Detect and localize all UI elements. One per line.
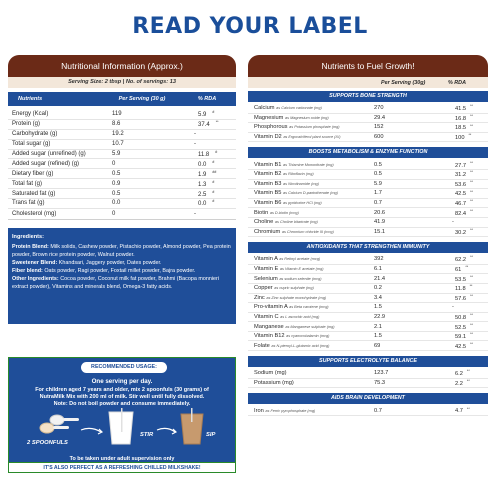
table-row xyxy=(8,169,236,179)
nutrient-value: 20.6 xyxy=(374,209,386,216)
rda-cell: 62.2 ** xyxy=(455,255,473,264)
nutrient-value: 123.7 xyxy=(374,370,389,377)
rda-cell: 53.6 ** xyxy=(455,179,473,188)
nutrient-value: 0 xyxy=(112,210,116,217)
nutrient-name: Vitamin B2 xyxy=(254,171,282,178)
nutrient-value: 119 xyxy=(112,111,122,118)
table-row xyxy=(8,199,236,209)
table-row xyxy=(248,170,488,180)
nutrient-name-cell xyxy=(248,295,370,301)
nutrient-value: 19.2 xyxy=(112,131,124,138)
nutrient-name: Vitamin B5 xyxy=(254,190,282,197)
nutrient-value: 0.5 xyxy=(112,190,121,197)
nutrient-name-cell xyxy=(248,256,370,262)
nutrient-name: Vitamin E xyxy=(254,266,279,273)
nutrient-value: 5.9 xyxy=(374,180,382,187)
nutrient-name-cell xyxy=(248,324,370,330)
nutrient-value: 0.7 xyxy=(374,200,382,207)
rda-cell: 42.5 ** xyxy=(455,189,473,198)
ingredient-text: Milk solids, Cashew powder, Pistachio powder, Almond powder, Pea protein powder, Brown rice protein powder, Walnut powder. xyxy=(12,243,231,258)
nutrient-value: 21.4 xyxy=(374,275,386,282)
nutrient-name-cell xyxy=(248,124,370,130)
nutrient-name-cell xyxy=(248,219,370,225)
nutrient-name: Choline xyxy=(254,219,274,226)
usage-line: NutraMilk Mix with 200 ml of milk. Stir well until fully dissolved. xyxy=(39,394,205,400)
rda-cell: 1.9 ## xyxy=(198,169,217,178)
rda-cell: 41.5 ** xyxy=(455,104,473,113)
step-sip: SIP xyxy=(206,432,216,438)
table-row xyxy=(248,208,488,218)
rda-cell: 100 ** xyxy=(455,133,472,142)
nutrient-name: Pro-vitamin A xyxy=(254,304,288,311)
nutrient-source: as N-pteroyl-L-glutamic acid (mcg) xyxy=(271,343,330,348)
rda-cell: - xyxy=(194,141,196,148)
nutrient-value: 8.6 xyxy=(112,121,121,128)
nutrient-name: Folate xyxy=(254,342,270,349)
chocolate-milk-glass-icon xyxy=(181,408,203,444)
nutrient-name-cell xyxy=(248,314,370,320)
nutrient-value: 392 xyxy=(374,256,384,263)
rda-cell: 4.7 ** xyxy=(455,406,470,415)
ingredient-line xyxy=(12,259,232,267)
nutrient-name: Selenium xyxy=(254,275,278,282)
nutrient-value: 0.5 xyxy=(112,170,121,177)
nutrient-source: as L ascorbic acid (mg) xyxy=(280,314,320,319)
rda-cell: 50.8 ** xyxy=(455,313,473,321)
usage-tag: RECOMMENDED USAGE: xyxy=(81,362,167,373)
nutrition-table-header xyxy=(8,92,236,106)
nutrient-name: Sodium (mg) xyxy=(254,370,287,377)
ingredient-text: Cocoa powder, Coconut milk fat powder, Brahmi (Bacopa monnieri extract powder), Vitamins and minerals blend, Omega-3 fatty acids. xyxy=(12,276,220,291)
table-row xyxy=(248,294,488,304)
table-row xyxy=(248,274,488,284)
usage-line: Note: Do not boil powder and consume immediately. xyxy=(53,401,191,407)
nutrient-source: as Beta carotene (mcg) xyxy=(289,305,329,310)
rda-cell: 53.5 ** xyxy=(455,274,473,283)
table-row xyxy=(8,209,236,219)
nutrient-name: Total fat (g) xyxy=(12,180,43,187)
usage-line: One serving per day. xyxy=(91,378,153,385)
ingredient-text: Khandsari, Jaggery powder, Dates powder. xyxy=(57,260,162,267)
ingredient-label: Other Ingredients: xyxy=(12,276,59,283)
nutrient-source: as cyanocobalamin (mcg) xyxy=(286,334,330,339)
section-header: AIDS BRAIN DEVELOPMENT xyxy=(248,393,488,404)
nutrient-name: Added sugar (refined) (g) xyxy=(12,160,80,167)
table-row xyxy=(8,120,236,130)
nutrient-source: as cupric sulphate (mg) xyxy=(274,286,314,291)
table-row xyxy=(248,313,488,323)
table-row xyxy=(248,114,488,124)
nutrient-source: as Thiamine Mononitrate (mg) xyxy=(283,162,334,167)
nutrient-name: Vitamin B6 xyxy=(254,200,282,207)
nutrient-value: 5.9 xyxy=(112,151,121,157)
fuel-growth-panel xyxy=(248,55,488,418)
nutrient-name-cell xyxy=(248,171,370,177)
nutrient-name: Vitamin B3 xyxy=(254,180,282,187)
nutrient-name: Added sugar (unrefined) (g) xyxy=(12,151,86,157)
table-row xyxy=(248,303,488,313)
table-row xyxy=(248,218,488,228)
rda-cell: 30.2 ** xyxy=(455,227,473,236)
serving-info: Serving Size: 2 tbsp | No. of servings: 13 xyxy=(8,77,236,88)
ingredients-text xyxy=(12,243,232,292)
rda-cell: 37.4 ** xyxy=(198,120,219,129)
nutrient-value: 22.9 xyxy=(374,313,386,320)
table-row xyxy=(248,255,488,265)
table-row xyxy=(248,379,488,389)
nutrient-name: Trans fat (g) xyxy=(12,200,45,207)
table-row xyxy=(8,179,236,189)
nutrient-name: Protein (g) xyxy=(12,121,41,128)
usage-line: For children aged 7 years and older, mix 2 spoonfuls (30 grams) of xyxy=(35,387,209,393)
nutrient-source: as Zinc sulphate monohydrate (mg) xyxy=(266,295,327,300)
fuel-growth-column-header xyxy=(248,77,488,88)
nutrient-name: Vitamin B1 xyxy=(254,161,282,168)
milk-glass-icon xyxy=(109,408,133,444)
nutrient-source: as Calcium D-pantothenate (mg) xyxy=(283,191,338,196)
usage-box xyxy=(8,357,236,472)
rda-cell: 11.8 # xyxy=(198,150,218,158)
rda-cell: 1.3 # xyxy=(198,179,215,188)
rda-cell: - xyxy=(194,210,196,217)
rda-cell: 5.9 # xyxy=(198,110,215,119)
nutrient-name: Saturated fat (g) xyxy=(12,190,56,197)
nutrient-value: 6.1 xyxy=(374,266,382,273)
ingredient-label: Sweetener Blend: xyxy=(12,260,58,267)
nutrient-value: 29.4 xyxy=(374,114,386,121)
rda-cell: 16.8 ** xyxy=(455,113,473,122)
column-header: % RDA xyxy=(197,96,217,102)
nutrient-name: Vitamin A xyxy=(254,256,278,263)
nutrient-value: 600 xyxy=(374,134,384,141)
nutrient-source: as Potassium phosphate (mg) xyxy=(289,125,340,130)
milkshake-banner: IT'S ALSO PERFECT AS A REFRESHING CHILLED MILKSHAKE! xyxy=(8,462,236,473)
nutrient-source: as Calcium carbonate (mg) xyxy=(276,106,322,111)
nutrient-name: Zinc xyxy=(254,294,265,301)
section-table xyxy=(248,404,488,418)
rda-cell: 42.5 ** xyxy=(455,341,473,350)
nutrient-name-cell xyxy=(248,190,370,196)
nutrition-panel xyxy=(8,55,236,324)
table-row xyxy=(8,150,236,160)
nutrient-source: as pyridoxine HCl (mg) xyxy=(283,201,322,206)
nutrient-name: Manganese xyxy=(254,323,284,330)
rda-cell: 6.2 ** xyxy=(455,369,470,378)
nutrient-name-cell xyxy=(248,304,370,310)
section-table xyxy=(248,102,488,144)
nutrient-source: as Chromium chloride III (mcg) xyxy=(281,229,334,234)
nutrient-value: 41.9 xyxy=(374,219,386,226)
ingredient-label: Protein Blend: xyxy=(12,243,49,250)
nutrient-source: as Manganese sulphate (mg) xyxy=(285,324,335,329)
nutrient-value: 0.7 xyxy=(374,407,382,414)
nutrient-name-cell xyxy=(248,285,370,291)
table-row xyxy=(248,104,488,114)
nutrition-header: Nutritional Information (Approx.) xyxy=(8,55,236,77)
rda-cell: 82.4 ** xyxy=(455,208,473,217)
step-stir: STIR xyxy=(140,432,154,438)
fuel-growth-header: Nutrients to Fuel Growth! xyxy=(248,55,488,77)
nutrient-name: Carbohydrate (g) xyxy=(12,131,58,138)
section-table xyxy=(248,367,488,390)
section-header: SUPPORTS BONE STRENGTH xyxy=(248,91,488,102)
table-row xyxy=(8,159,236,169)
nutrient-name-cell xyxy=(248,134,370,140)
nutrient-value: 1.5 xyxy=(374,304,382,311)
nutrient-value: 0.5 xyxy=(374,161,382,168)
rda-cell: 31.2 ** xyxy=(455,170,473,179)
rda-cell: - xyxy=(452,304,454,311)
nutrient-value: 0 xyxy=(112,160,116,167)
rda-cell: 18.5 ** xyxy=(455,123,473,132)
nutrient-name-cell xyxy=(248,200,370,206)
section-header: ANTIOXIDANTS THAT STRENGTHEN IMMUNITY xyxy=(248,242,488,253)
nutrient-source: as sodium selenite (mcg) xyxy=(279,276,322,281)
rda-cell: 46.7 ** xyxy=(455,199,473,207)
nutrient-name: Vitamin B12 xyxy=(254,333,285,340)
ingredient-text: Oats powder, Ragi powder, Foxtail millet powder, Bajra powder. xyxy=(42,268,196,275)
nutrient-name: Chromium xyxy=(254,228,281,235)
nutrient-value: 0.2 xyxy=(374,285,382,292)
nutrient-name: Vitamin D2 xyxy=(254,134,282,141)
table-row xyxy=(248,284,488,294)
arrow-icon xyxy=(81,428,102,434)
nutrient-name: Potassium (mg) xyxy=(254,379,294,386)
nutrient-value: 270 xyxy=(374,105,384,112)
table-row xyxy=(248,341,488,351)
ingredient-line xyxy=(12,267,232,275)
nutrient-source: as Ferric pyrophosphate (mg) xyxy=(265,408,316,413)
nutrient-value: 75.3 xyxy=(374,379,386,386)
nutrient-name: Magnesium xyxy=(254,114,284,121)
nutrient-name: Biotin xyxy=(254,209,269,216)
nutrient-value: 2.1 xyxy=(374,323,382,330)
nutrient-name-cell xyxy=(248,210,370,216)
nutrient-value: 1.5 xyxy=(374,333,382,340)
nutrient-value: 15.1 xyxy=(374,228,386,235)
table-row xyxy=(248,332,488,342)
nutrient-source: as Choline bitartrate (mg) xyxy=(274,220,318,225)
usage-illustration xyxy=(9,408,237,458)
table-row xyxy=(248,123,488,133)
nutrient-value: 10.7 xyxy=(112,141,124,148)
nutrient-name-cell xyxy=(248,105,370,111)
nutrient-name-cell xyxy=(248,229,370,235)
nutrient-name-cell xyxy=(248,115,370,121)
section-header: SUPPORTS ELECTROLYTE BALANCE xyxy=(248,356,488,367)
section-header: BOOSTS METABOLISM & ENZYME FUNCTION xyxy=(248,147,488,158)
nutrient-name-cell xyxy=(248,181,370,187)
nutrient-name: Energy (Kcal) xyxy=(12,111,49,118)
table-row xyxy=(8,110,236,120)
column-header: % RDA xyxy=(448,79,466,86)
nutrient-name-cell xyxy=(248,380,370,386)
nutrient-source: as Magnesium oxide (mg) xyxy=(285,115,329,120)
nutrient-name: Total sugar (g) xyxy=(12,141,51,148)
nutrient-name: Dietary fiber (g) xyxy=(12,170,54,177)
nutrient-name: Phosphorous xyxy=(254,124,288,131)
rda-cell: 27.7 ** xyxy=(455,160,473,169)
nutrient-name: Cholesterol (mg) xyxy=(12,210,57,217)
column-header: Per Serving (30g) xyxy=(381,79,426,86)
rda-cell: 57.6 ** xyxy=(455,293,473,302)
rda-cell: 0.0 # xyxy=(198,199,215,208)
nutrient-name-cell xyxy=(248,276,370,282)
section-table xyxy=(248,158,488,239)
table-row xyxy=(8,189,236,199)
table-row xyxy=(248,199,488,209)
nutrient-value: 0.5 xyxy=(374,171,382,178)
ingredients-box xyxy=(8,228,236,324)
rda-cell: - xyxy=(452,219,454,226)
page-title: READ YOUR LABEL xyxy=(132,14,368,39)
rda-cell: 2.5 # xyxy=(198,189,215,198)
nutrient-name: Calcium xyxy=(254,105,275,112)
nutrient-name-cell xyxy=(248,343,370,349)
nutrient-source: as Nicotinamide (mg) xyxy=(283,181,319,186)
ingredient-line xyxy=(12,275,232,291)
table-row xyxy=(248,369,488,379)
nutrient-name: Iron xyxy=(254,407,264,414)
nutrient-source: as D-biotin (mcg) xyxy=(269,210,299,215)
table-row xyxy=(248,265,488,275)
table-row xyxy=(8,130,236,140)
rda-cell: 52.5 ** xyxy=(455,322,473,331)
ingredient-label: Fiber blend: xyxy=(12,268,43,275)
column-header: Per Serving (30 g) xyxy=(118,96,166,102)
nutrient-name-cell xyxy=(248,162,370,168)
rda-cell: - xyxy=(194,131,196,138)
rda-cell: 61 ** xyxy=(455,265,469,273)
nutrient-value: 0.9 xyxy=(112,180,121,187)
nutrient-source: as Riboflavin (mg) xyxy=(283,172,314,177)
rda-cell: 59.1 ** xyxy=(455,332,473,341)
nutrition-table xyxy=(8,106,236,220)
ingredient-line xyxy=(12,243,232,259)
step-spoonfuls: 2 SPOONFULS xyxy=(27,440,68,446)
nutrient-value: 1.7 xyxy=(374,190,382,197)
nutrient-source: as Vitamin E acetate (mg) xyxy=(279,267,324,272)
nutrient-name: Vitamin C xyxy=(254,313,279,320)
adult-supervision-note: To be taken under adult supervision only xyxy=(69,456,175,462)
section-table xyxy=(248,253,488,353)
rda-cell: 0.0 # xyxy=(198,159,215,168)
nutrient-name-cell xyxy=(248,370,370,376)
nutrient-value: 69 xyxy=(374,342,381,349)
spoon-icon xyxy=(40,415,79,433)
table-row xyxy=(248,180,488,190)
nutrient-name-cell xyxy=(248,266,370,272)
nutrient-name-cell xyxy=(248,333,370,339)
table-row xyxy=(8,140,236,150)
rda-cell: 11.8 ** xyxy=(455,284,473,293)
nutrient-value: 3.4 xyxy=(374,294,382,301)
arrow-icon xyxy=(157,428,176,434)
nutrient-name-cell xyxy=(248,408,370,414)
column-header: Nutrients xyxy=(18,96,43,102)
rda-cell: 2.2 ** xyxy=(455,379,470,387)
nutrient-name: Copper xyxy=(254,285,273,292)
table-row xyxy=(248,322,488,332)
table-row xyxy=(248,189,488,199)
nutrient-source: as Retinyl acetate (mcg) xyxy=(279,257,321,262)
nutrient-source: as Ergocalciferol plant source (IU) xyxy=(283,135,341,140)
table-row xyxy=(248,133,488,143)
ingredients-title: Ingredients: xyxy=(12,233,45,240)
nutrient-value: 0.0 xyxy=(112,200,121,207)
table-row xyxy=(248,160,488,170)
table-row xyxy=(248,406,488,416)
table-row xyxy=(248,228,488,238)
nutrient-value: 152 xyxy=(374,124,384,131)
fuel-growth-sections xyxy=(248,91,488,418)
